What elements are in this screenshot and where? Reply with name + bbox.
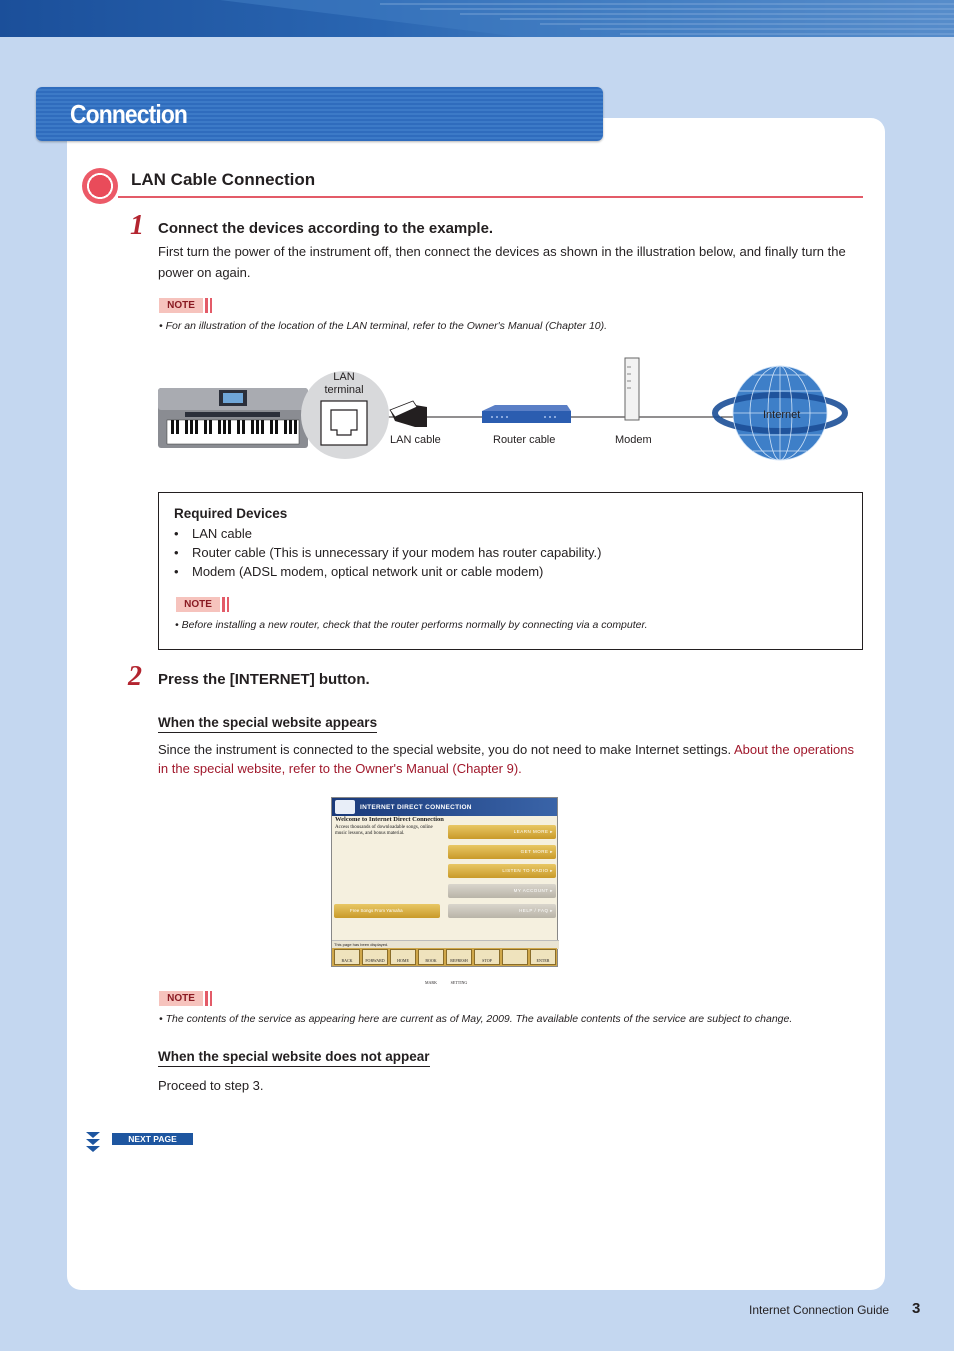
toolbar-arrows[interactable]	[502, 949, 528, 965]
screenshot-welcome: Welcome to Internet Direct Connection	[335, 816, 444, 823]
website-screenshot	[331, 797, 558, 985]
required-item-2: • Router cable (This is unnecessary if your modem has router capability.)	[174, 545, 602, 560]
step-2-heading: Press the [INTERNET] button.	[158, 671, 370, 688]
modem-label: Modem	[615, 434, 652, 446]
lan-cable-label: LAN cable	[390, 434, 441, 446]
toolbar-back[interactable]: BACK	[334, 949, 360, 965]
keyboard-icon	[158, 388, 308, 448]
page-title: Connection	[70, 99, 188, 129]
page-title-bar	[36, 87, 603, 141]
next-page-link[interactable]	[86, 1132, 177, 1157]
note-label: NOTE	[159, 991, 203, 1006]
internet-label: Internet	[763, 409, 801, 421]
my-account-button[interactable]: MY ACCOUNT ▸	[448, 884, 556, 898]
screenshot-status: This page has been displayed.	[332, 940, 559, 949]
screenshot-header: INTERNET DIRECT CONNECTION	[360, 804, 472, 811]
content-panel	[67, 118, 885, 1290]
top-banner	[0, 0, 954, 37]
step-1-number: 1	[130, 210, 144, 241]
listen-radio-button[interactable]: LISTEN TO RADIO ▸	[448, 864, 556, 878]
footer-text: Internet Connection Guide	[749, 1303, 890, 1317]
section-underline	[118, 196, 863, 198]
yamaha-logo-icon	[335, 800, 355, 814]
toolbar-enter[interactable]: ENTER	[530, 949, 556, 965]
note-tag-2	[176, 597, 228, 612]
section-bullet-icon	[82, 168, 118, 204]
help-faq-button[interactable]: HELP / FAQ ▸	[448, 904, 556, 918]
router-cable-label: Router cable	[493, 434, 556, 446]
required-item-1: • LAN cable	[174, 526, 252, 541]
section-title: LAN Cable Connection	[131, 170, 316, 189]
note-label: NOTE	[159, 298, 203, 313]
required-note: • Before installing a new router, check that the router performs normally by connecting via a computer.	[175, 619, 648, 631]
note-label: NOTE	[176, 597, 220, 612]
note-tag-1	[159, 298, 211, 313]
connection-diagram	[155, 355, 855, 465]
next-page-label: NEXT PAGE	[112, 1133, 193, 1145]
step-1-heading: Connect the devices according to the example.	[158, 220, 494, 237]
toolbar-forward[interactable]: FORWARD	[362, 949, 388, 965]
step-2-note: • The contents of the service as appearing here are current as of May, 2009. The available contents of the service are subject to change.	[159, 1013, 793, 1025]
note-tag-3	[159, 991, 211, 1006]
appears-body: Since the instrument is connected to the special website, you do not need to make Internet settings. About the operations in the special website, refer to the Owner's Manual (Chapter 9).	[158, 742, 854, 776]
page-number: 3	[912, 1300, 921, 1317]
owners-manual-link[interactable]: About the operations in the special website, refer to the Owner's Manual (Chapter 9).	[158, 742, 854, 776]
toolbar-refresh[interactable]: REFRESH SETTING	[446, 949, 472, 965]
free-songs-button[interactable]: Free Songs From Yamaha	[334, 904, 440, 918]
screenshot-description: Access thousands of downloadable songs, online music lessons, and bonus material.	[335, 825, 433, 836]
lan-terminal-label: LAN terminal	[324, 371, 364, 396]
get-more-button[interactable]: GET MORE ▸	[448, 845, 556, 859]
lan-cable-icon	[390, 401, 427, 427]
not-appear-heading: When the special website does not appear	[158, 1049, 430, 1067]
router-icon	[482, 405, 571, 423]
appears-heading: When the special website appears	[158, 715, 377, 733]
banner-stripes	[0, 0, 954, 37]
required-item-3: • Modem (ADSL modem, optical network unit or cable modem)	[174, 564, 544, 579]
not-appear-body: Proceed to step 3.	[158, 1078, 264, 1093]
toolbar-home[interactable]: HOME	[390, 949, 416, 965]
double-chevron-down-icon	[86, 1132, 108, 1152]
learn-more-button[interactable]: LEARN MORE ▸	[448, 825, 556, 839]
step-2-number: 2	[128, 661, 142, 692]
required-devices-title: Required Devices	[174, 506, 288, 521]
toolbar-bookmark[interactable]: BOOK MARK	[418, 949, 444, 965]
step-1-note: • For an illustration of the location of the LAN terminal, refer to the Owner's Manual (Chapter 10).	[159, 320, 608, 332]
step-1-body: First turn the power of the instrument off, then connect the devices as shown in the illustration below, and finally turn the power on again.	[158, 244, 846, 280]
modem-icon	[625, 358, 639, 420]
toolbar-stop[interactable]: STOP	[474, 949, 500, 965]
